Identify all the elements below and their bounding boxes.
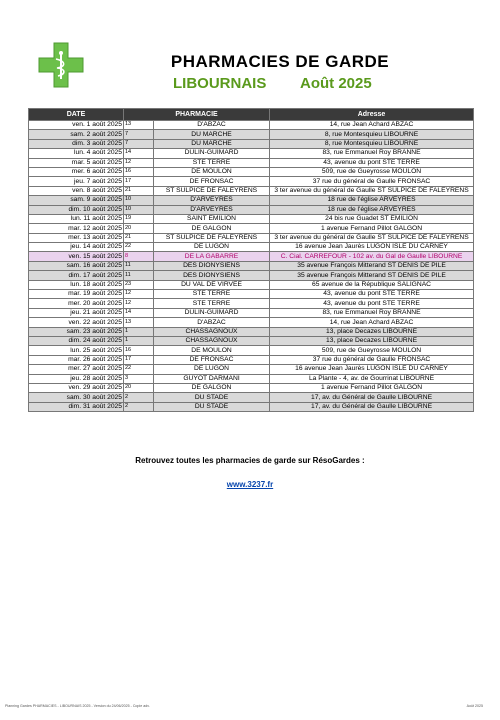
row-address: 24 bis rue Guadet ST EMILION bbox=[270, 214, 474, 223]
row-pharmacy-name: DE MOULON bbox=[154, 346, 270, 355]
table-row bbox=[29, 121, 474, 130]
row-pharmacy-name: DES DIONYSIENS bbox=[154, 261, 270, 270]
row-pharmacy-name: DU VAL DE VIRVEE bbox=[154, 280, 270, 289]
row-address: 65 avenue de la République SALIGNAC bbox=[270, 280, 474, 289]
table-row bbox=[29, 280, 474, 289]
row-number: 14 bbox=[124, 149, 154, 158]
row-pharmacy-name: D'ARVEYRES bbox=[154, 205, 270, 214]
row-number: 7 bbox=[124, 130, 154, 139]
row-pharmacy-name: DU MARCHE bbox=[154, 130, 270, 139]
row-address: 18 rue de l'église ARVEYRES bbox=[270, 196, 474, 205]
row-number: 1 bbox=[124, 327, 154, 336]
row-address: 16 avenue Jean Jaurès LUGON ISLE DU CARNEY bbox=[270, 365, 474, 374]
row-address: 83, rue Emmanuel Roy BRANNE bbox=[270, 149, 474, 158]
row-date: lun. 11 août 2025 bbox=[29, 214, 124, 223]
table-row bbox=[29, 252, 474, 261]
row-pharmacy-name: STE TERRE bbox=[154, 299, 270, 308]
row-address: 18 rue de l'église ARVEYRES bbox=[270, 205, 474, 214]
table-row bbox=[29, 346, 474, 355]
row-date: sam. 30 août 2025 bbox=[29, 393, 124, 402]
row-pharmacy-name: DE GALGON bbox=[154, 383, 270, 392]
table-row bbox=[29, 243, 474, 252]
row-date: jeu. 14 août 2025 bbox=[29, 243, 124, 252]
table-row bbox=[29, 402, 474, 411]
row-address: 3 ter avenue du général de Gaulle ST SULPICE DE FALEYRENS bbox=[270, 186, 474, 195]
row-address: 13, place Decazes LIBOURNE bbox=[270, 327, 474, 336]
row-date: dim. 24 août 2025 bbox=[29, 336, 124, 345]
row-address: 8, rue Montesquieu LIBOURNE bbox=[270, 139, 474, 148]
row-number: 16 bbox=[124, 346, 154, 355]
row-date: sam. 16 août 2025 bbox=[29, 261, 124, 270]
table-row bbox=[29, 308, 474, 317]
table-row bbox=[29, 186, 474, 195]
row-pharmacy-name: DULIN-GUIMARD bbox=[154, 308, 270, 317]
row-address: 35 avenue François Mitterand ST DENIS DE PILE bbox=[270, 271, 474, 280]
row-pharmacy-name: DU MARCHE bbox=[154, 139, 270, 148]
region-label: LIBOURNAIS bbox=[173, 75, 267, 92]
row-date: jeu. 21 août 2025 bbox=[29, 308, 124, 317]
row-address: 37 rue du général de Gaulle FRONSAC bbox=[270, 177, 474, 186]
row-date: ven. 8 août 2025 bbox=[29, 186, 124, 195]
row-number: 7 bbox=[124, 139, 154, 148]
row-date: dim. 10 août 2025 bbox=[29, 205, 124, 214]
row-address: 14, rue Jean Achard ABZAC bbox=[270, 318, 474, 327]
row-address: 35 avenue François Mitterand ST DENIS DE PILE bbox=[270, 261, 474, 270]
month-label: Août 2025 bbox=[300, 75, 372, 92]
row-number: 8 bbox=[124, 252, 154, 261]
row-address: 1 avenue Fernand Pillot GALGON bbox=[270, 224, 474, 233]
row-pharmacy-name: DE LUGON bbox=[154, 365, 270, 374]
table-row bbox=[29, 261, 474, 270]
row-address: 17, av. du Général de Gaulle LIBOURNE bbox=[270, 393, 474, 402]
table-row bbox=[29, 158, 474, 167]
row-address: 1 avenue Fernand Pillot GALGON bbox=[270, 383, 474, 392]
row-address: 3 ter avenue du général de Gaulle ST SULPICE DE FALEYRENS bbox=[270, 233, 474, 242]
row-address: 509, rue de Gueyrosse MOULON bbox=[270, 167, 474, 176]
row-number: 19 bbox=[124, 214, 154, 223]
row-pharmacy-name: DES DIONYSIENS bbox=[154, 271, 270, 280]
table-row bbox=[29, 130, 474, 139]
row-address: 37 rue du général de Gaulle FRONSAC bbox=[270, 355, 474, 364]
row-address: La Plante - 4, av. de Gourrinat LIBOURNE bbox=[270, 374, 474, 383]
row-date: lun. 4 août 2025 bbox=[29, 149, 124, 158]
table-row bbox=[29, 139, 474, 148]
row-number: 21 bbox=[124, 233, 154, 242]
row-number: 21 bbox=[124, 186, 154, 195]
row-pharmacy-name: CHASSAGNOUX bbox=[154, 327, 270, 336]
row-number: 17 bbox=[124, 355, 154, 364]
row-pharmacy-name: GUYOT DARMANI bbox=[154, 374, 270, 383]
table-row bbox=[29, 290, 474, 299]
row-date: mar. 19 août 2025 bbox=[29, 290, 124, 299]
row-date: ven. 15 août 2025 bbox=[29, 252, 124, 261]
row-address: 14, rue Jean Achard ABZAC bbox=[270, 121, 474, 130]
table-row bbox=[29, 299, 474, 308]
row-date: dim. 17 août 2025 bbox=[29, 271, 124, 280]
row-address: 509, rue de Gueyrosse MOULON bbox=[270, 346, 474, 355]
row-date: mer. 27 août 2025 bbox=[29, 365, 124, 374]
row-number: 22 bbox=[124, 243, 154, 252]
table-row bbox=[29, 271, 474, 280]
row-date: sam. 2 août 2025 bbox=[29, 130, 124, 139]
table-row bbox=[29, 196, 474, 205]
row-address: 83, rue Emmanuel Roy BRANNE bbox=[270, 308, 474, 317]
table-row bbox=[29, 383, 474, 392]
row-pharmacy-name: DULIN-GUIMARD bbox=[154, 149, 270, 158]
row-pharmacy-name: SAINT EMILION bbox=[154, 214, 270, 223]
table-row bbox=[29, 336, 474, 345]
row-number: 11 bbox=[124, 261, 154, 270]
row-date: jeu. 7 août 2025 bbox=[29, 177, 124, 186]
row-address: 43, avenue du pont STE TERRE bbox=[270, 299, 474, 308]
row-pharmacy-name: STE TERRE bbox=[154, 158, 270, 167]
row-date: jeu. 28 août 2025 bbox=[29, 374, 124, 383]
row-date: lun. 18 août 2025 bbox=[29, 280, 124, 289]
row-number: 12 bbox=[124, 290, 154, 299]
row-address: 43, avenue du pont STE TERRE bbox=[270, 158, 474, 167]
row-date: mar. 26 août 2025 bbox=[29, 355, 124, 364]
table-row bbox=[29, 374, 474, 383]
column-header-date: DATE bbox=[29, 109, 124, 121]
row-number: 12 bbox=[124, 158, 154, 167]
row-pharmacy-name: D'ARVEYRES bbox=[154, 196, 270, 205]
row-number: 20 bbox=[124, 224, 154, 233]
row-number: 1 bbox=[124, 336, 154, 345]
row-date: mar. 12 août 2025 bbox=[29, 224, 124, 233]
table-row bbox=[29, 355, 474, 364]
row-pharmacy-name: CHASSAGNOUX bbox=[154, 336, 270, 345]
row-number: 12 bbox=[124, 299, 154, 308]
row-address: 16 avenue Jean Jaurès LUGON ISLE DU CARNEY bbox=[270, 243, 474, 252]
footer-note: Retrouvez toutes les pharmacies de garde sur RésoGardes : bbox=[135, 456, 365, 465]
row-date: ven. 22 août 2025 bbox=[29, 318, 124, 327]
row-pharmacy-name: DU STADE bbox=[154, 402, 270, 411]
row-address: 43, avenue du pont STE TERRE bbox=[270, 290, 474, 299]
document-version-note: Planning Gardes PHARMACIES - LIBOURNAIS 2025 - Version du 24/06/2025 - Copie adv. bbox=[5, 704, 150, 708]
row-number: 10 bbox=[124, 196, 154, 205]
table-row bbox=[29, 393, 474, 402]
row-number: 10 bbox=[124, 205, 154, 214]
row-date: sam. 9 août 2025 bbox=[29, 196, 124, 205]
row-address: 13, place Decazes LIBOURNE bbox=[270, 336, 474, 345]
row-number: 2 bbox=[124, 402, 154, 411]
row-number: 23 bbox=[124, 280, 154, 289]
page-title: PHARMACIES DE GARDE bbox=[170, 52, 390, 71]
table-row bbox=[29, 318, 474, 327]
row-address: C. Cial. CARREFOUR - 102 av. du Gal de Gaulle LIBOURNE bbox=[270, 252, 474, 261]
table-row bbox=[29, 214, 474, 223]
column-header-adresse: Adresse bbox=[270, 109, 474, 121]
pharmacy-cross-logo-icon bbox=[37, 41, 85, 89]
row-date: mar. 5 août 2025 bbox=[29, 158, 124, 167]
row-number: 2 bbox=[124, 393, 154, 402]
table-header-row bbox=[29, 109, 474, 121]
table-row bbox=[29, 177, 474, 186]
row-pharmacy-name: DE FRONSAC bbox=[154, 355, 270, 364]
row-date: mer. 20 août 2025 bbox=[29, 299, 124, 308]
row-pharmacy-name: ST SULPICE DE FALEYRENS bbox=[154, 186, 270, 195]
row-pharmacy-name: ST SULPICE DE FALEYRENS bbox=[154, 233, 270, 242]
row-number: 16 bbox=[124, 167, 154, 176]
row-pharmacy-name: DU STADE bbox=[154, 393, 270, 402]
row-date: dim. 3 août 2025 bbox=[29, 139, 124, 148]
row-date: sam. 23 août 2025 bbox=[29, 327, 124, 336]
row-date: ven. 29 août 2025 bbox=[29, 383, 124, 392]
row-pharmacy-name: DE GALGON bbox=[154, 224, 270, 233]
row-number: 11 bbox=[124, 271, 154, 280]
row-pharmacy-name: STE TERRE bbox=[154, 290, 270, 299]
row-date: lun. 25 août 2025 bbox=[29, 346, 124, 355]
row-number: 13 bbox=[124, 121, 154, 130]
row-pharmacy-name: DE LUGON bbox=[154, 243, 270, 252]
table-row bbox=[29, 205, 474, 214]
row-address: 8, rue Montesquieu LIBOURNE bbox=[270, 130, 474, 139]
column-header-pharmacie: PHARMACIE bbox=[124, 109, 270, 121]
row-number: 3 bbox=[124, 374, 154, 383]
row-number: 17 bbox=[124, 177, 154, 186]
table-row bbox=[29, 167, 474, 176]
row-date: mer. 6 août 2025 bbox=[29, 167, 124, 176]
row-number: 13 bbox=[124, 318, 154, 327]
row-number: 14 bbox=[124, 308, 154, 317]
row-pharmacy-name: D'ABZAC bbox=[154, 121, 270, 130]
duty-schedule-table bbox=[28, 108, 474, 412]
row-pharmacy-name: DE MOULON bbox=[154, 167, 270, 176]
table-row bbox=[29, 224, 474, 233]
row-number: 22 bbox=[124, 365, 154, 374]
row-date: ven. 1 août 2025 bbox=[29, 121, 124, 130]
page-footer-month: Août 2025 bbox=[466, 704, 483, 708]
table-row bbox=[29, 327, 474, 336]
row-date: dim. 31 août 2025 bbox=[29, 402, 124, 411]
table-row bbox=[29, 365, 474, 374]
row-address: 17, av. du Général de Gaulle LIBOURNE bbox=[270, 402, 474, 411]
row-date: mer. 13 août 2025 bbox=[29, 233, 124, 242]
table-row bbox=[29, 149, 474, 158]
row-number: 20 bbox=[124, 383, 154, 392]
row-pharmacy-name: DE FRONSAC bbox=[154, 177, 270, 186]
row-pharmacy-name: D'ABZAC bbox=[154, 318, 270, 327]
table-row bbox=[29, 233, 474, 242]
resogardes-link[interactable]: www.3237.fr bbox=[226, 480, 274, 489]
row-pharmacy-name: DE LA GABARRE bbox=[154, 252, 270, 261]
